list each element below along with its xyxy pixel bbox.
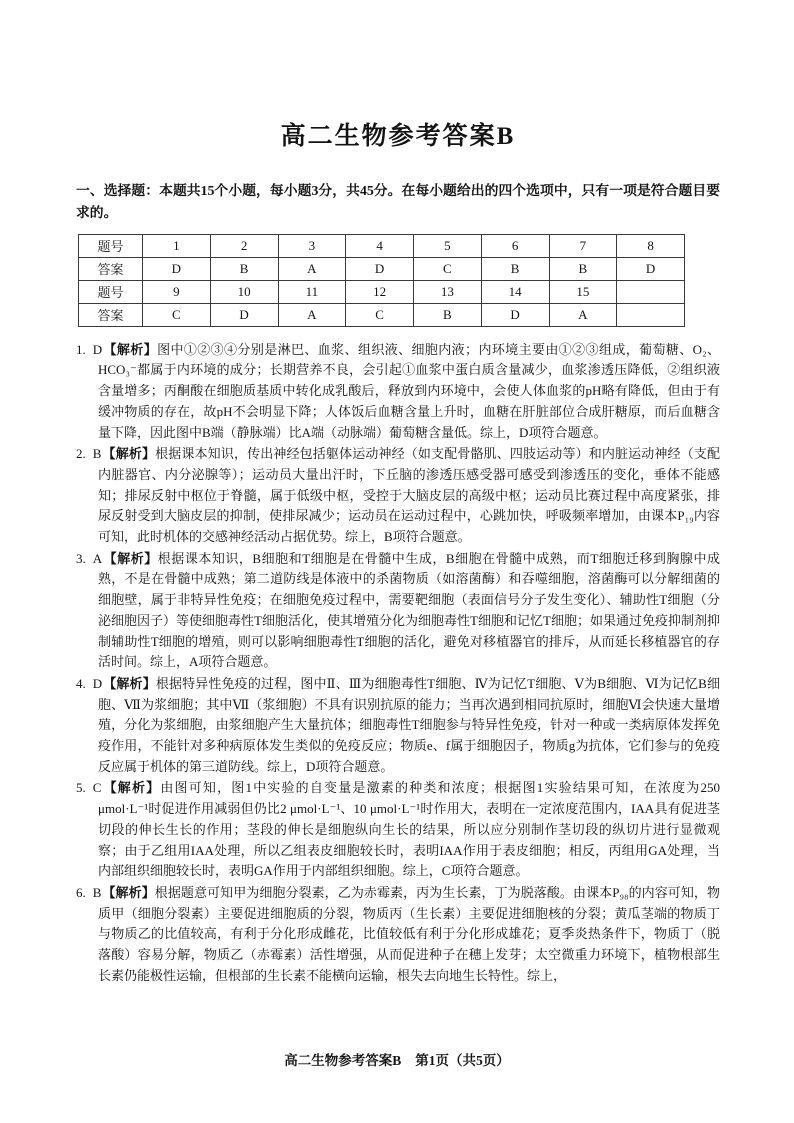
item-number: 6.: [76, 884, 86, 900]
table-header-cell: 题号: [79, 280, 143, 303]
table-cell: 15: [549, 280, 617, 303]
footer-document-title: 高二生物参考答案B: [284, 1053, 402, 1068]
item-number: 5.: [76, 780, 86, 796]
item-answer: B: [92, 884, 102, 900]
analysis-label: 【解析】: [102, 446, 156, 462]
section-header: 一、选择题：本题共15个小题，每小题3分，共45分。在每小题给出的四个选项中，只有一项是符合题目要求的。: [76, 183, 720, 221]
explanation-item-3: [76, 549, 720, 673]
table-row: [79, 257, 685, 280]
explanation-item-6: [76, 883, 720, 987]
item-text: 图中①②③④分别是淋巴、血浆、组织液、细胞内液；内环境主要由①②③组成，葡萄糖、O₂、HCO₃⁻都属于内环境的成分；长期营养不良，会引起①血浆中蛋白质含量减少，血浆渗透压降低，②组织液含量增多；丙酮酸在细胞质基质中转化成乳酸后，释放到内环境中，会使人体血浆的pH略有降低，但由于有缓冲物质的存在，故pH不会明显下降；人体饭后血糖含量上升时，血糖在肝脏部位合成肝糖原，而后血糖含量下降，因此图中B端（静脉端）比A端（动脉端）葡萄糖含量低。综上，D项符合题意。: [98, 341, 720, 440]
explanation-item-4: [76, 674, 720, 778]
table-cell: 6: [481, 234, 549, 257]
item-text: 根据课本知识，传出神经包括躯体运动神经（如支配骨骼肌、四肢运动等）和内脏运动神经（支配内脏器官、内分泌腺等）；运动员大量出汗时，下丘脑的渗透压感受器可感受到渗透压的变化，垂体不能感知；排尿反射中枢位于脊髓，属于低级中枢，受控于大脑皮层的高级中枢；运动员比赛过程中高度紧张，排尿反射受到大脑皮层的抑制，使排尿减少；运动员在运动过程中，心跳加快，呼吸频率增加，由课本P₁₉内容可知，此时机体的交感神经活动占据优势。综上，B项符合题意。: [98, 446, 720, 545]
table-cell: 13: [414, 280, 482, 303]
table-cell: 10: [210, 280, 278, 303]
table-cell: D: [210, 303, 278, 326]
table-row: [79, 280, 685, 303]
item-text: 根据课本知识，B细胞和T细胞是在骨髓中生成，B细胞在骨髓中成熟，而T细胞迁移到胸腺中成熟，不是在骨髓中成熟；第二道防线是体液中的杀菌物质（如溶菌酶）和吞噬细胞，溶菌酶可以分解细菌的细胞壁，属于非特异性免疫；在细胞免疫过程中，需要靶细胞（表面信号分子发生变化）、辅助性T细胞（分泌细胞因子）等使细胞毒性T细胞活化，使其增殖分化为细胞毒性T细胞和记忆T细胞；如果通过免疫抑制剂抑制辅助性T细胞的增殖，则可以影响细胞毒性T细胞的活化，避免对移植器官的排斥，从而延长移植器官的存活时间。综上，A项符合题意。: [98, 550, 720, 670]
table-cell: B: [481, 257, 549, 280]
table-cell: A: [549, 303, 617, 326]
explanation-item-1: [76, 340, 720, 444]
table-cell: C: [414, 257, 482, 280]
table-cell: 11: [278, 280, 346, 303]
item-answer: A: [92, 550, 103, 566]
item-text: 根据特异性免疫的过程，图中Ⅱ、Ⅲ为细胞毒性T细胞、Ⅳ为记忆T细胞、Ⅴ为B细胞、Ⅵ为记忆B细胞、Ⅶ为浆细胞；其中Ⅶ（浆细胞）不具有识别抗原的能力；当再次遇到相同抗原时，细胞Ⅵ会快速大量增殖，分化为浆细胞，由浆细胞产生大量抗体；细胞毒性T细胞参与特异性免疫，针对一种或一类病原体发挥免疫作用，不能针对多种病原体发生类似的免疫反应；物质e、f属于细胞因子，物质g为抗体，它们参与的免疫反应属于机体的第三道防线。综上，D项符合题意。: [98, 675, 720, 774]
table-cell: D: [346, 257, 414, 280]
table-cell: [617, 303, 685, 326]
table-cell: B: [414, 303, 482, 326]
explanations-list: [76, 340, 720, 987]
item-text: 由图可知，图1中实验的自变量是激素的种类和浓度；根据图1实验结果可知，在浓度为250 μmol·L⁻¹时促进作用减弱但仍比2 μmol·L⁻¹、10 μmol·L⁻¹时作用大，表明在一定浓度范围内，IAA具有促进茎切段的伸长生长的作用；茎段的伸长是细胞纵向生长的结果，所以应分别制作茎切段的纵切片进行显微观察；由于乙组用IAA处理，所以乙组表皮细胞较长时，表明IAA作用于表皮细胞；相反，丙组用GA处理，当内部组织细胞较长时，表明GA作用于内部组织细胞。综上，C项符合题意。: [98, 780, 720, 879]
table-cell: 14: [481, 280, 549, 303]
table-header-cell: 答案: [79, 303, 143, 326]
table-row: [79, 234, 685, 257]
table-cell: C: [346, 303, 414, 326]
table-cell: D: [143, 257, 211, 280]
table-cell: 3: [278, 234, 346, 257]
table-header-cell: 答案: [79, 257, 143, 280]
item-number: 4.: [76, 675, 86, 691]
table-cell: 9: [143, 280, 211, 303]
item-answer: B: [92, 446, 102, 462]
table-cell: [617, 280, 685, 303]
page-footer: [0, 1049, 794, 1069]
table-cell: 7: [549, 234, 617, 257]
analysis-label: 【解析】: [103, 675, 156, 691]
item-answer: C: [92, 780, 102, 796]
page-title: 高二生物参考答案B: [280, 123, 516, 150]
answer-key-table: [78, 234, 685, 327]
item-number: 2.: [76, 446, 86, 462]
table-cell: 12: [346, 280, 414, 303]
table-cell: 5: [414, 234, 482, 257]
table-cell: 2: [210, 234, 278, 257]
table-header-cell: 题号: [79, 234, 143, 257]
analysis-label: 【解析】: [102, 780, 161, 796]
item-answer: D: [92, 675, 103, 691]
table-cell: C: [143, 303, 211, 326]
table-cell: B: [549, 257, 617, 280]
table-cell: B: [210, 257, 278, 280]
table-cell: A: [278, 303, 346, 326]
item-answer: D: [92, 341, 103, 357]
item-text: 根据题意可知甲为细胞分裂素，乙为赤霉素，丙为生长素，丁为脱落酸。由课本P₉₈的内容可知，物质甲（细胞分裂素）主要促进细胞质的分裂，物质丙（生长素）主要促进细胞核的分裂；黄瓜茎端的物质丁与物质乙的比值较高，有利于分化形成雌花，比值较低有利于分化形成雄花；夏季炎热条件下，物质丁（脱落酸）容易分解，物质乙（赤霉素）活性增强，从而促进种子在穗上发芽；太空微重力环境下，植物根部生长素仍能极性运输，但根部的生长素不能横向运输，根失去向地生长特性。综上，: [98, 884, 720, 983]
table-row: [79, 303, 685, 326]
table-cell: D: [481, 303, 549, 326]
table-cell: D: [617, 257, 685, 280]
table-cell: 8: [617, 234, 685, 257]
item-number: 1.: [76, 341, 86, 357]
table-cell: 1: [143, 234, 211, 257]
explanation-item-2: [76, 444, 720, 548]
analysis-label: 【解析】: [102, 884, 155, 900]
item-number: 3.: [76, 550, 86, 566]
explanation-item-5: [76, 778, 720, 882]
footer-page-number: 第1页（共5页）: [415, 1053, 510, 1068]
analysis-label: 【解析】: [103, 341, 158, 357]
table-cell: 4: [346, 234, 414, 257]
table-cell: A: [278, 257, 346, 280]
analysis-label: 【解析】: [103, 550, 158, 566]
